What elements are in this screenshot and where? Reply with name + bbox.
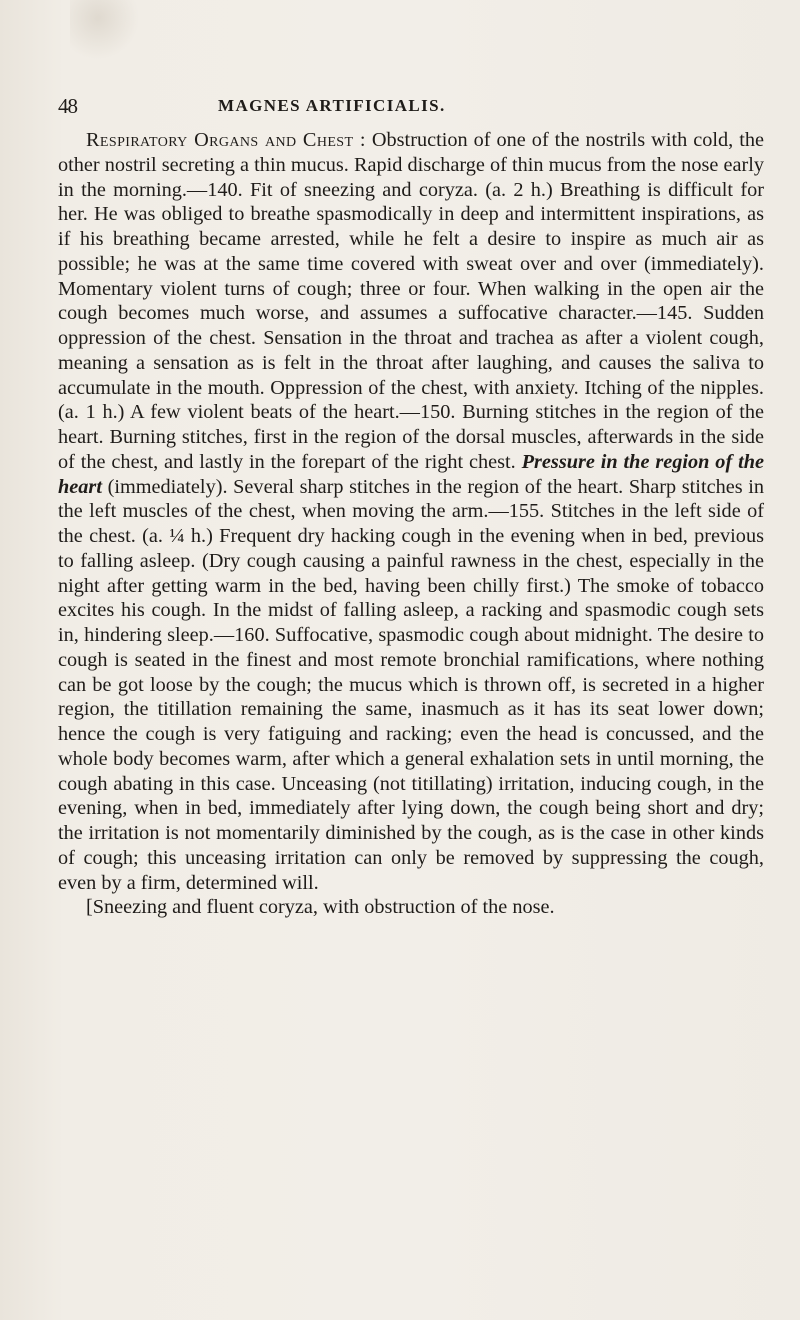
paragraph-respiratory — [58, 128, 764, 895]
page-number: 48 — [58, 94, 77, 118]
paragraph-text-part-2: (immediately). Several sharp stitches in the region of the heart. Sharp stitches in the left muscles of the chest, when moving the arm.—155. Stitches in the left side of the chest. (a. ¼ h.) Frequent dry hacking cough in the evening when in bed, previous to falling asleep. (Dry cough causing a painful rawness in the chest, especially in the night after getting warm in the bed, having been chilly first.) The smoke of tobacco excites his cough. In the midst of falling asleep, a racking and spasmodic cough sets in, hindering sleep.—160. Suffocative, spasmodic cough about midnight. The desire to cough is seated in the finest and most remote bronchial ramifications, where nothing can be got loose by the cough; the mucus which is thrown off, is secreted in a higher region, the titillation remaining the same, inasmuch as it has its seat lower down; hence the cough is very fatiguing and racking; even the head is concussed, and the whole body becomes warm, after which a general exhalation sets in until morning, the cough abating in this case. Unceasing (not titillating) irritation, inducing cough, in the evening, when in bed, immediately after lying down, the cough being short and dry; the irritation is not momentarily diminished by the cough, as is the case in other kinds of cough; this unceasing irritation can only be removed by suppressing the cough, even by a firm, determined will. — [58, 475, 764, 894]
section-heading: Respiratory Organs and Chest : — [86, 129, 366, 151]
paragraph-text-part-1: Obstruction of one of the nostrils with cold, the other nostril secreting a thin mucus. Rapid discharge of thin mucus from the nose early in the morning.—140. Fit of sneezing and coryza. (a. 2 h.) Breathing is difficult for her. He was obliged to breathe spasmodically in deep and intermittent inspirations, as if his breathing became arrested, while he felt a desire to inspire as much air as possible; he was at the same time covered with sweat over and over (immediately). Momentary violent turns of cough; three or four. When walking in the open air the cough becomes much worse, and assumes a suffocative character.—145. Sudden oppression of the chest. Sensation in the throat and trachea as after a violent cough, meaning a sensation as is felt in the throat after laughing, and causes the saliva to accumulate in the mouth. Oppression of the chest, with anxiety. Itching of the nipples. (a. 1 h.) A few violent beats of the heart.—150. Burning stitches in the region of the heart. Burning stitches, first in the region of the dorsal muscles, afterwards in the side of the chest, and lastly in the forepart of the right chest. — [58, 129, 764, 473]
page-header — [58, 94, 758, 124]
emphasized-symptom: Pressure in the region of the heart — [58, 450, 765, 498]
paragraph-sneezing: [Sneezing and fluent coryza, with obstruction of the nose. — [86, 896, 555, 919]
body-text — [58, 128, 764, 920]
paper-stain — [70, 0, 140, 60]
running-head: MAGNES ARTIFICIALIS. — [218, 96, 446, 115]
